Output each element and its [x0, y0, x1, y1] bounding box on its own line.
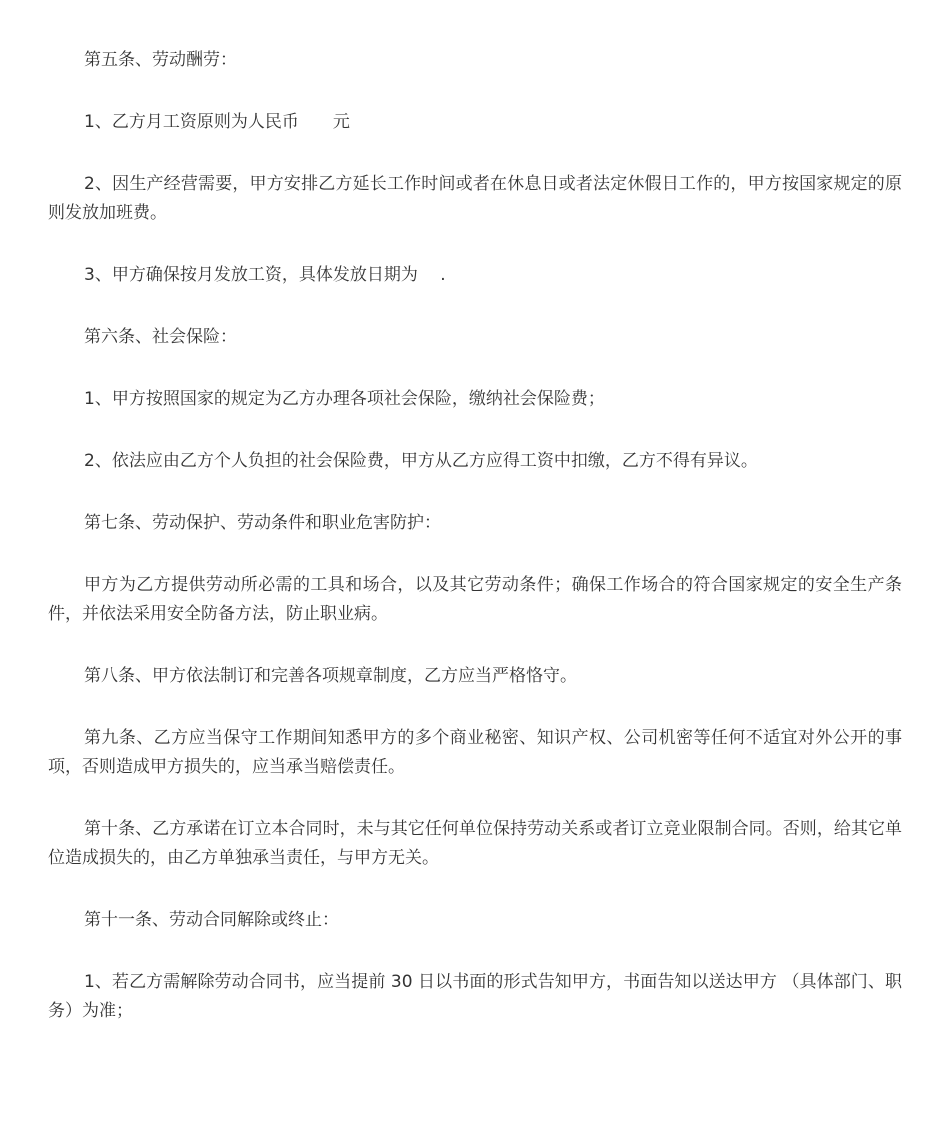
- article-8: 第八条、甲方依法制订和完善各项规章制度，乙方应当严格恪守。: [84, 666, 577, 686]
- article-11-heading: 第十一条、劳动合同解除或终止：: [84, 910, 339, 930]
- article-11-clause-1: 1、若乙方需解除劳动合同书，应当提前 30 日以书面的形式告知甲方，书面告知以送达甲方 （具体部门、职务）为准；: [48, 972, 902, 1021]
- article-7-body: 甲方为乙方提供劳动所必需的工具和场合，以及其它劳动条件；确保工作场合的符合国家规定的安全生产条件，并依法采用安全防备方法，防止职业病。: [48, 575, 902, 624]
- article-5-heading: 第五条、劳动酬劳：: [84, 50, 237, 70]
- article-10: 第十条、乙方承诺在订立本合同时，未与其它任何单位保持劳动关系或者订立竞业限制合同。否则，给其它单位造成损失的，由乙方单独承当责任，与甲方无关。: [48, 819, 902, 868]
- article-6-clause-2: 2、依法应由乙方个人负担的社会保险费，甲方从乙方应得工资中扣缴，乙方不得有异议。: [84, 451, 758, 471]
- article-5-clause-3: 3、甲方确保按月发放工资，具体发放日期为 .: [84, 265, 446, 285]
- article-6-clause-1: 1、甲方按照国家的规定为乙方办理各项社会保险，缴纳社会保险费；: [84, 389, 605, 409]
- document-body: [48, 46, 902, 1059]
- article-7-heading: 第七条、劳动保护、劳动条件和职业危害防护：: [84, 513, 441, 533]
- article-6-heading: 第六条、社会保险：: [84, 327, 237, 347]
- article-5-clause-2: 2、因生产经营需要，甲方安排乙方延长工作时间或者在休息日或者法定休假日工作的，甲方按国家规定的原则发放加班费。: [48, 174, 902, 223]
- article-5-clause-1: 1、乙方月工资原则为人民币 元: [84, 112, 350, 132]
- article-9: 第九条、乙方应当保守工作期间知悉甲方的多个商业秘密、知识产权、公司机密等任何不适宜对外公开的事项，否则造成甲方损失的，应当承当赔偿责任。: [48, 728, 902, 777]
